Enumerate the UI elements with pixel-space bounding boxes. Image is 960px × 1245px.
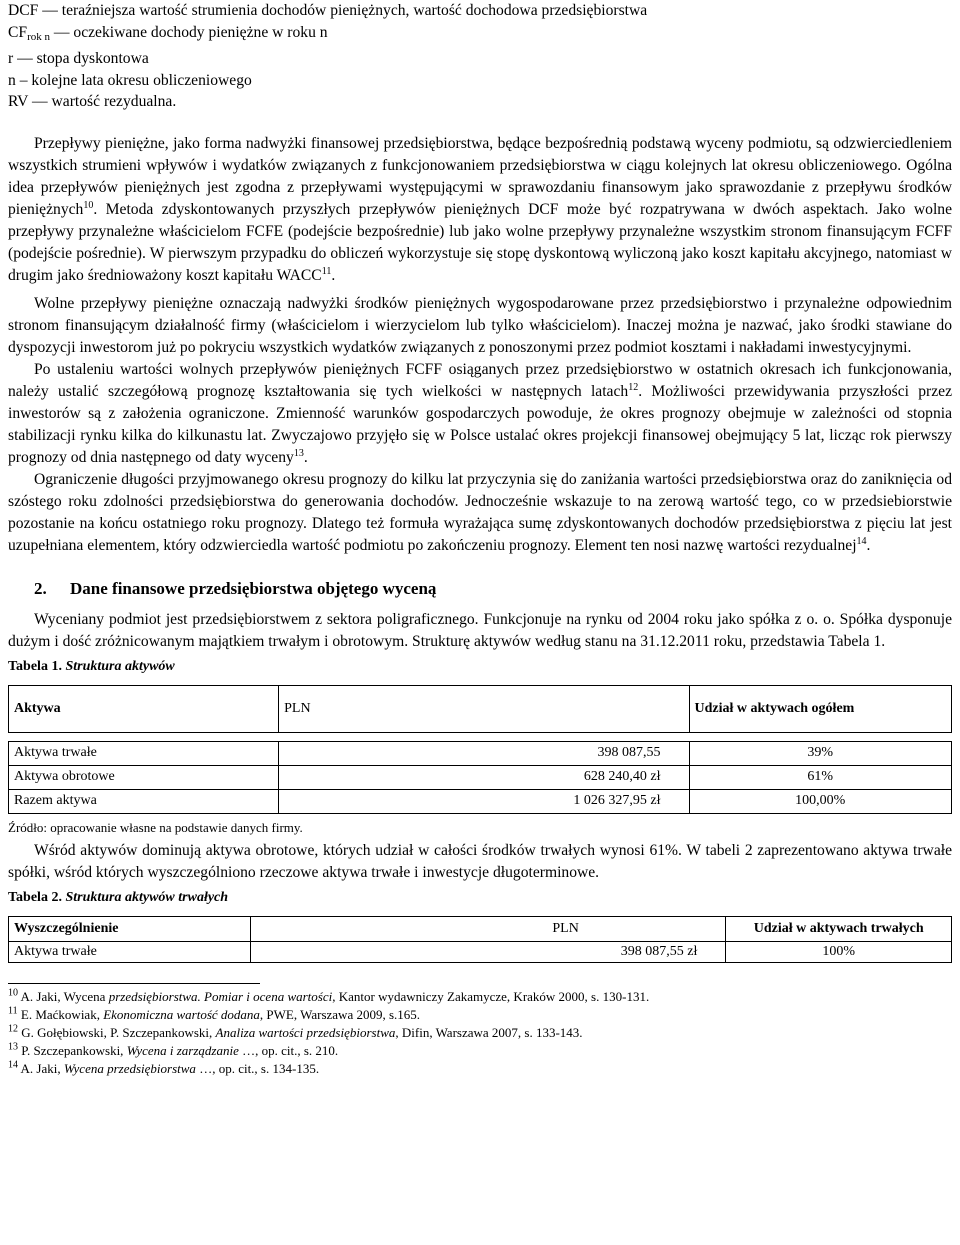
- table-cell: Aktywa trwałe: [9, 741, 279, 765]
- definition-sep: –: [19, 71, 28, 89]
- table-header-cell: PLN: [250, 916, 726, 941]
- definition-text: oczekiwane dochody pieniężne w roku n: [73, 23, 328, 41]
- document-page: [8, 0, 952, 1078]
- footnote-text: …, op. cit., s. 210.: [238, 1042, 339, 1058]
- footnote-number: 14: [8, 1059, 18, 1071]
- table-title: Struktura aktywów trwałych: [65, 889, 229, 905]
- table-row: [9, 789, 952, 813]
- definitions-list: [8, 0, 952, 113]
- footnote-text: G. Gołębiowski, P. Szczepankowski,: [21, 1024, 216, 1040]
- footnote-ref: 13: [293, 447, 304, 459]
- definition-sep: —: [17, 50, 33, 67]
- footnote-text: P. Szczepankowski,: [21, 1042, 127, 1058]
- footnote-number: 11: [8, 1005, 18, 1017]
- table-row: [9, 941, 952, 962]
- definition-row: [8, 22, 952, 49]
- footnote: [8, 1042, 952, 1060]
- table-cell: Aktywa obrotowe: [9, 765, 279, 789]
- paragraph-text: . Metoda zdyskontowanych przyszłych przepływów pieniężnych DCF może być rozpatrywana w dwóch aspektach. Jako wolne przepływy przynależne właścicielom FCFE (podejście bezpośrednie) lub jako wolne przepływy przynależne wszystkim stronom finansującym FCFF (podejście pośrednie). W pierwszym przypadku do obliczeń wykorzystuje się stopę dyskontową wyliczoną jako koszt kapitału akcyjnego, natomiast w drugim jako średnioważony koszt kapitału WACC: [8, 200, 952, 284]
- footnote-text: , Kantor wydawniczy Zakamycze, Kraków 2000, s. 130-131.: [332, 988, 650, 1004]
- footnote-text: A. Jaki,: [20, 1060, 64, 1076]
- footnote-text: Wycena przedsiębiorstwa: [63, 1060, 196, 1076]
- footnote-number: 13: [8, 1041, 18, 1053]
- table-header-cell: Udział w aktywach trwałych: [726, 916, 952, 941]
- table-header-cell: Udział w aktywach ogółem: [689, 685, 952, 732]
- table-label: Tabela 2.: [8, 889, 62, 905]
- table-row: [9, 741, 952, 765]
- footnotes: [8, 988, 952, 1078]
- table-header-cell: Wyszczególnienie: [9, 916, 251, 941]
- paragraph-text: .: [303, 448, 308, 466]
- definition-text: kolejne lata okresu obliczeniowego: [31, 71, 252, 89]
- paragraph-text: . Możliwości przewidywania przyszłości przez inwestorów są z założenia ograniczone. Zmienność warunków gospodarczych powoduje, że okres prognozy obejmuje w zależności od stopnia stabilizacji rynku kilka do kilkunastu lat. Zwyczajowo przyjęło się w Polsce ustalać okres projekcji finansowej obejmujący 5 lat, licząc rok pierwszy prognozy od dnia następnego od daty wyceny: [8, 382, 952, 466]
- table-cell: 61%: [689, 765, 952, 789]
- definition-row: [8, 91, 952, 113]
- footnote-number: 12: [8, 1023, 18, 1035]
- definition-sep: —: [42, 2, 58, 19]
- table-cell: 100,00%: [689, 789, 952, 813]
- footnote: [8, 1024, 952, 1042]
- definition-text: teraźniejsza wartość strumienia dochodów pieniężnych, wartość dochodowa przedsiębiorstwa: [61, 2, 648, 19]
- table-header-row: [9, 685, 952, 732]
- table-header-cell: Aktywa: [9, 685, 279, 732]
- definition-subscript: rok n: [27, 30, 50, 43]
- paragraph-text: .: [331, 266, 336, 284]
- definition-term: CF: [8, 23, 28, 41]
- table-cell: 100%: [726, 941, 952, 962]
- table-label: Tabela 1.: [8, 658, 62, 674]
- table-spacer: [9, 732, 952, 741]
- footnote: [8, 988, 952, 1006]
- table-fixed-asset-structure: [8, 916, 952, 963]
- definition-row: [8, 48, 952, 70]
- footnote-text: , Difin, Warszawa 2007, s. 133-143.: [395, 1024, 583, 1040]
- definition-text: wartość rezydualna.: [51, 93, 177, 110]
- table-cell: 628 240,40 zł: [279, 765, 689, 789]
- section-heading: [8, 579, 952, 599]
- footnote-text: E. Maćkowiak,: [20, 1006, 104, 1022]
- definition-term: n: [8, 71, 16, 89]
- table-spacer-row: [9, 732, 952, 741]
- section-number: 2.: [34, 578, 47, 598]
- table-cell: 398 087,55 zł: [250, 941, 726, 962]
- paragraph-company-description: Wyceniany podmiot jest przedsiębiorstwem z sektora poligraficznego. Funkcjonuje na rynku od 2004 roku jako spółka z o. o. Spółka dysponuje dużym i dość zróżnicowanym majątkiem trwałym i obrotowym. Strukturę aktywów według stanu na 31.12.2011 roku, przedstawia Tabela 1.: [8, 610, 952, 650]
- footnote-text: , PWE, Warszawa 2009, s.165.: [259, 1006, 421, 1022]
- paragraph-text: Ograniczenie długości przyjmowanego okresu prognozy do kilku lat przyczynia się do zaniżania wartości przedsiębiorstwa oraz do zaniknięcia od szóstego roku zdolności przedsiębiorstwa do generowania dochodów. Jednocześnie wskazuje to na zerową wartość tego, co w przedsiebiorstwie pozostanie na końcu ostatniego roku prognozy. Dlatego też formuła wyrażająca sumę zdyskontowanych dochodów przedsiębiorstwa z pięciu lat jest uzupełniana elementem, który odzwierciedla wartość podmiotu po zakończeniu prognozy. Element ten nosi nazwę wartości rezydualnej: [8, 470, 952, 554]
- definition-sep: —: [53, 23, 70, 41]
- paragraph-free-cash-flows: Wolne przepływy pieniężne oznaczają nadwyżki środków pieniężnych wygospodarowane przez przedsiębiorstwo i przynależne odpowiednim stronom finansującym działalność firmy (właścicielom i wierzycielom lub tylko właścicielom). Inaczej można je nazwać, jako środki stawiane do dyspozycji inwestorom już po pokryciu wszystkich wydatków związanych z ponoszonymi przez podmiot kosztami i nakładami inwestycyjnymi.: [8, 294, 952, 356]
- footnote-text: Analiza wartości przedsiębiorstwa: [215, 1024, 396, 1040]
- footnote-text: Ekonomiczna wartość dodana: [103, 1006, 260, 1022]
- footnote-ref: 10: [83, 199, 94, 211]
- table1-caption: [8, 659, 952, 675]
- footnote-text: Wycena i zarządzanie: [126, 1042, 239, 1058]
- definition-text: stopa dyskontowa: [36, 50, 149, 67]
- table2-caption: [8, 890, 952, 906]
- table-title: Struktura aktywów: [65, 658, 175, 674]
- definition-term: r: [8, 50, 14, 67]
- table-cell: 39%: [689, 741, 952, 765]
- footnote-number: 10: [8, 987, 18, 999]
- definition-sep: —: [32, 93, 48, 110]
- table-row: [9, 765, 952, 789]
- footnote: [8, 1060, 952, 1078]
- footnote-ref: 11: [321, 265, 332, 277]
- paragraph-text: Przepływy pieniężne, jako forma nadwyżki finansowej przedsiębiorstwa, będące bezpośrednią podstawą wyceny podmiotu, są odzwierciedleniem wszystkich strumieni wpływów i wydatków związanych z funkcjonowaniem przedsiębiorstwa w ciągu kolejnych lat okresu obliczeniowego. Ogólna idea przepływów pieniężnych jest zgodna z przepływami występującymi w sprawozdaniu finansowym jako sprawozdanie z przepływu środków pieniężnych: [8, 134, 952, 218]
- footnote-text: A. Jaki, Wycena: [20, 988, 109, 1004]
- table-cell: 398 087,55: [279, 741, 689, 765]
- table-asset-structure: [8, 685, 952, 814]
- definition-row: [8, 70, 952, 92]
- paragraph-residual-value: [8, 469, 952, 557]
- footnote: [8, 1006, 952, 1024]
- table-header-row: [9, 916, 952, 941]
- footnote-text: …, op. cit., s. 134-135.: [195, 1060, 320, 1076]
- footnote-ref: 14: [856, 535, 867, 547]
- table-cell: Aktywa trwałe: [9, 941, 251, 962]
- paragraph-asset-comment: Wśród aktywów dominują aktywa obrotowe, których udział w całości środków trwałych wynosi 61%. W tabeli 2 zaprezentowano aktywa trwałe spółki, wśród których wyszczególniono rzeczowe aktywa trwałe i inwestycje długoterminowe.: [8, 841, 952, 881]
- definition-row: [8, 0, 952, 22]
- footnote-separator: [8, 983, 260, 984]
- definition-term: RV: [8, 93, 29, 110]
- table-header-cell: PLN: [279, 685, 689, 732]
- paragraph-fcff-forecast: [8, 359, 952, 469]
- table-cell: Razem aktywa: [9, 789, 279, 813]
- paragraph-text: Po ustaleniu wartości wolnych przepływów pieniężnych FCFF osiąganych przez przedsiębiorstwo w ostatnich okresach ich funkcjonowania, należy ustalić szczegółową prognozę kształtowania się tych wielkości w następnych latach: [8, 360, 952, 400]
- section-title: Dane finansowe przedsiębiorstwa objętego wyceną: [70, 578, 437, 598]
- table-cell: 1 026 327,95 zł: [279, 789, 689, 813]
- paragraph-text: .: [866, 536, 871, 554]
- table-source-note: Źródło: opracowanie własne na podstawie danych firmy.: [8, 819, 303, 835]
- footnote-ref: 12: [628, 381, 639, 393]
- definition-term: DCF: [8, 2, 39, 19]
- footnote-text: przedsiębiorstwa. Pomiar i ocena wartości: [108, 988, 333, 1004]
- paragraph-cash-flows: [8, 133, 952, 287]
